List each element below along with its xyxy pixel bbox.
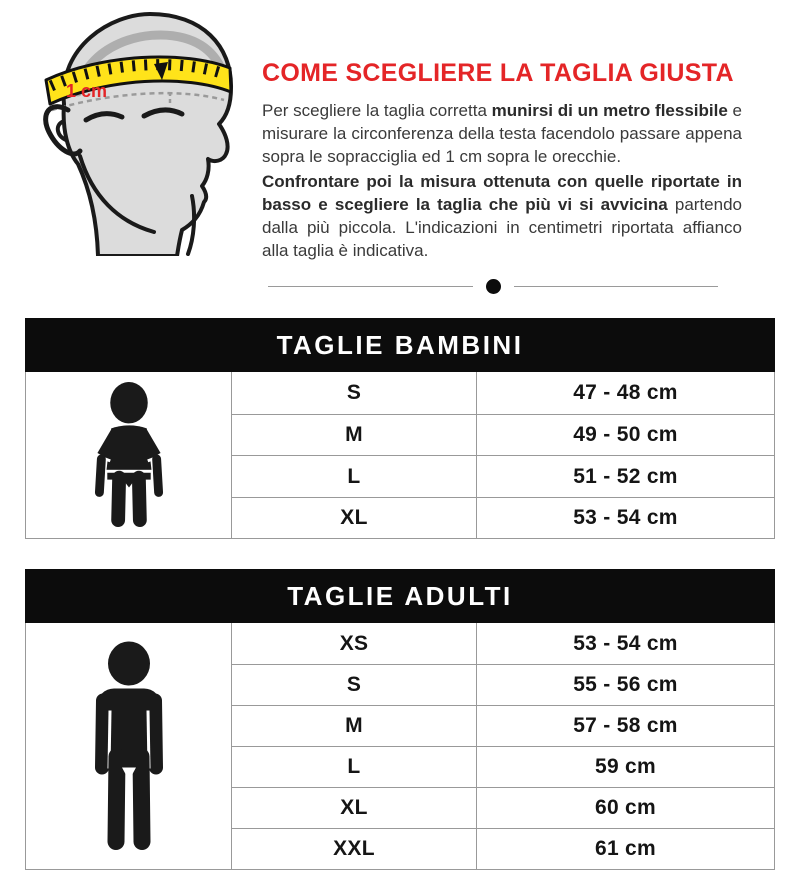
child-icon	[26, 372, 232, 538]
divider-dot-icon	[486, 279, 501, 294]
size-label: L	[232, 746, 476, 787]
kids-sizes-section	[25, 318, 775, 539]
adult-sizes-table	[25, 623, 775, 870]
divider-line-right	[514, 286, 719, 287]
head-measurement-illustration	[22, 4, 250, 256]
size-label: S	[232, 664, 476, 705]
size-label: XS	[339, 631, 369, 655]
size-range: 53 - 54 cm	[476, 497, 774, 539]
size-range: 51 - 52 cm	[476, 455, 774, 497]
kids-sizes-header: TAGLIE BAMBINI	[25, 318, 775, 372]
page-title: COME SCEGLIERE LA TAGLIA GIUSTA	[262, 59, 734, 87]
size-label: XXL	[232, 828, 476, 869]
one-cm-label: 1 cm	[66, 81, 108, 101]
intro-paragraph-1: Per scegliere la taglia corretta munirsi di un metro flessibile e misurare la circonferenza della testa facendolo passare appena sopra le sopracciglia ed 1 cm sopra le orecchie.	[262, 100, 742, 166]
size-label: M	[232, 414, 476, 456]
head-measure-icon	[22, 4, 250, 256]
adult-sizes-section	[25, 569, 775, 870]
size-range: 53 - 54 cm	[476, 623, 774, 664]
size-label: L	[232, 455, 476, 497]
size-range: 47 - 48 cm	[476, 372, 774, 414]
adult-sizes-header: TAGLIE ADULTI	[25, 569, 775, 623]
size-range: 55 - 56 cm	[476, 664, 774, 705]
size-label: M	[232, 705, 476, 746]
divider-line-left	[268, 286, 473, 287]
intro-text-column	[262, 4, 742, 262]
size-range: 59 cm	[476, 746, 774, 787]
size-label: XL	[232, 497, 476, 539]
adult-icon	[26, 623, 232, 869]
size-range: 57 - 58 cm	[476, 705, 774, 746]
size-label: XL	[232, 787, 476, 828]
size-range: 49 - 50 cm	[476, 414, 774, 456]
size-label: S	[346, 381, 362, 405]
intro-section	[0, 0, 800, 262]
size-range: 60 cm	[476, 787, 774, 828]
kids-sizes-table	[25, 372, 775, 539]
intro-paragraph-2: Confrontare poi la misura ottenuta con quelle riportate in basso e scegliere la taglia che più vi si avvicina partendo dalla più piccola. L'indicazioni in centimetri riportata affianco alla taglia è indicativa.	[262, 171, 742, 261]
size-range: 61 cm	[476, 828, 774, 869]
section-divider	[268, 278, 718, 294]
